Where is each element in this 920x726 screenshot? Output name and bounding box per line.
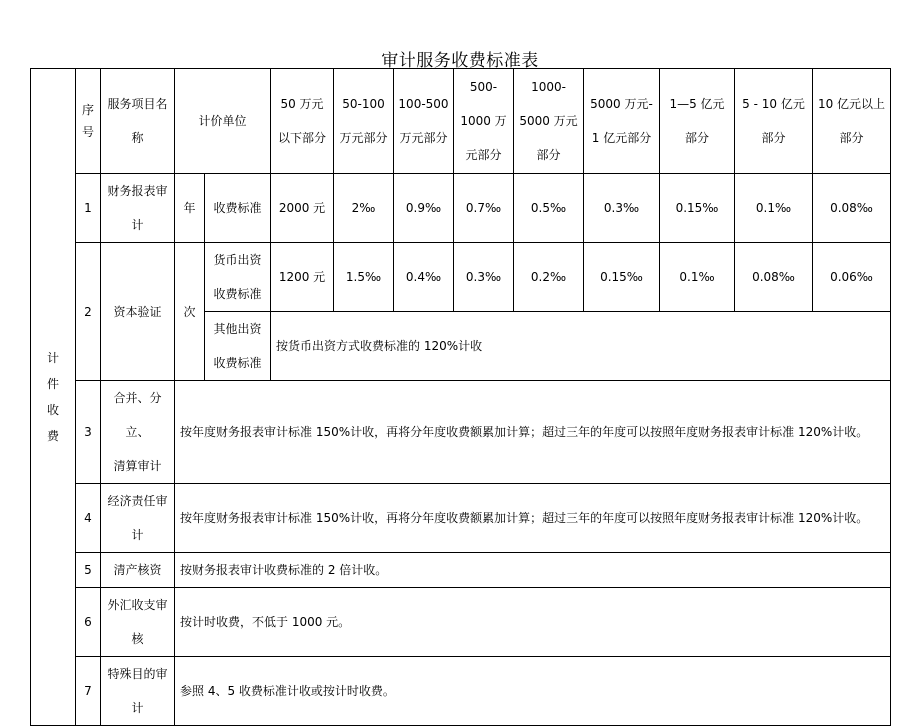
row-note: 按计时收费，不低于 1000 元。 — [175, 588, 891, 657]
fee-value: 0.06‰ — [813, 243, 891, 312]
row-basis: 其他出资 收费标准 — [205, 312, 271, 381]
fee-value: 0.5‰ — [514, 174, 584, 243]
row-item-name: 合并、分立、 清算审计 — [101, 381, 175, 484]
category-char: 费 — [46, 429, 59, 443]
header-item-name: 服务项目名称 — [101, 69, 175, 174]
fee-value: 2000 元 — [271, 174, 334, 243]
row-number: 2 — [76, 243, 101, 381]
fee-value: 1200 元 — [271, 243, 334, 312]
row-number: 5 — [76, 553, 101, 588]
header-tier: 1000- 5000 万元 部分 — [514, 69, 584, 174]
table-row — [31, 553, 891, 588]
header-tier: 5 - 10 亿元 部分 — [735, 69, 813, 174]
header-tier: 1—5 亿元 部分 — [660, 69, 735, 174]
fee-value: 1.5‰ — [334, 243, 394, 312]
page-title: 审计服务收费标准表 — [381, 51, 539, 71]
row-number: 3 — [76, 381, 101, 484]
row-note: 参照 4、5 收费标准计收或按计时收费。 — [175, 657, 891, 726]
fee-value: 0.3‰ — [584, 174, 660, 243]
header-tier: 50 万元 以下部分 — [271, 69, 334, 174]
row-unit: 次 — [175, 243, 205, 381]
row-note: 按财务报表审计收费标准的 2 倍计收。 — [175, 553, 891, 588]
fee-value: 0.7‰ — [454, 174, 514, 243]
header-unit: 计价单位 — [175, 69, 271, 174]
fee-value: 0.1‰ — [660, 243, 735, 312]
row-basis: 收费标准 — [205, 174, 271, 243]
header-tier: 50-100 万元部分 — [334, 69, 394, 174]
fee-value: 0.15‰ — [660, 174, 735, 243]
row-item-name: 清产核资 — [101, 553, 175, 588]
header-tier: 100-500 万元部分 — [394, 69, 454, 174]
category-char: 计 — [46, 351, 59, 365]
header-row — [31, 69, 891, 174]
fee-value: 0.3‰ — [454, 243, 514, 312]
fee-value: 0.15‰ — [584, 243, 660, 312]
table-row — [31, 381, 891, 484]
fee-value: 0.9‰ — [394, 174, 454, 243]
header-tier: 5000 万元- 1 亿元部分 — [584, 69, 660, 174]
row-note: 按年度财务报表审计标准 150%计收，再将分年度收费额累加计算；超过三年的年度可以按照年度财务报表审计标准 120%计收。 — [175, 484, 891, 553]
header-tier: 10 亿元以上 部分 — [813, 69, 891, 174]
row-note: 按货币出资方式收费标准的 120%计收 — [271, 312, 891, 381]
table-row — [31, 657, 891, 726]
fee-value: 0.08‰ — [735, 243, 813, 312]
row-unit: 年 — [175, 174, 205, 243]
row-number: 4 — [76, 484, 101, 553]
fee-value: 2‰ — [334, 174, 394, 243]
table-row — [31, 588, 891, 657]
row-item-name: 资本验证 — [101, 243, 175, 381]
table-row — [31, 484, 891, 553]
row-basis: 货币出资 收费标准 — [205, 243, 271, 312]
header-seq: 序 号 — [76, 69, 101, 174]
row-item-name: 特殊目的审计 — [101, 657, 175, 726]
row-number: 7 — [76, 657, 101, 726]
fee-value: 0.1‰ — [735, 174, 813, 243]
row-item-name: 经济责任审计 — [101, 484, 175, 553]
row-note: 按年度财务报表审计标准 150%计收，再将分年度收费额累加计算；超过三年的年度可以按照年度财务报表审计标准 120%计收。 — [175, 381, 891, 484]
row-number: 6 — [76, 588, 101, 657]
table-row — [31, 243, 891, 312]
header-tier: 500- 1000 万 元部分 — [454, 69, 514, 174]
row-item-name: 外汇收支审核 — [101, 588, 175, 657]
category-cell — [31, 69, 76, 726]
fee-value: 0.08‰ — [813, 174, 891, 243]
table-row — [31, 174, 891, 243]
fee-schedule-table — [30, 68, 891, 726]
fee-value: 0.4‰ — [394, 243, 454, 312]
category-char: 件 — [46, 377, 59, 391]
fee-value: 0.2‰ — [514, 243, 584, 312]
row-item-name: 财务报表审计 — [101, 174, 175, 243]
category-char: 收 — [46, 403, 59, 417]
row-number: 1 — [76, 174, 101, 243]
